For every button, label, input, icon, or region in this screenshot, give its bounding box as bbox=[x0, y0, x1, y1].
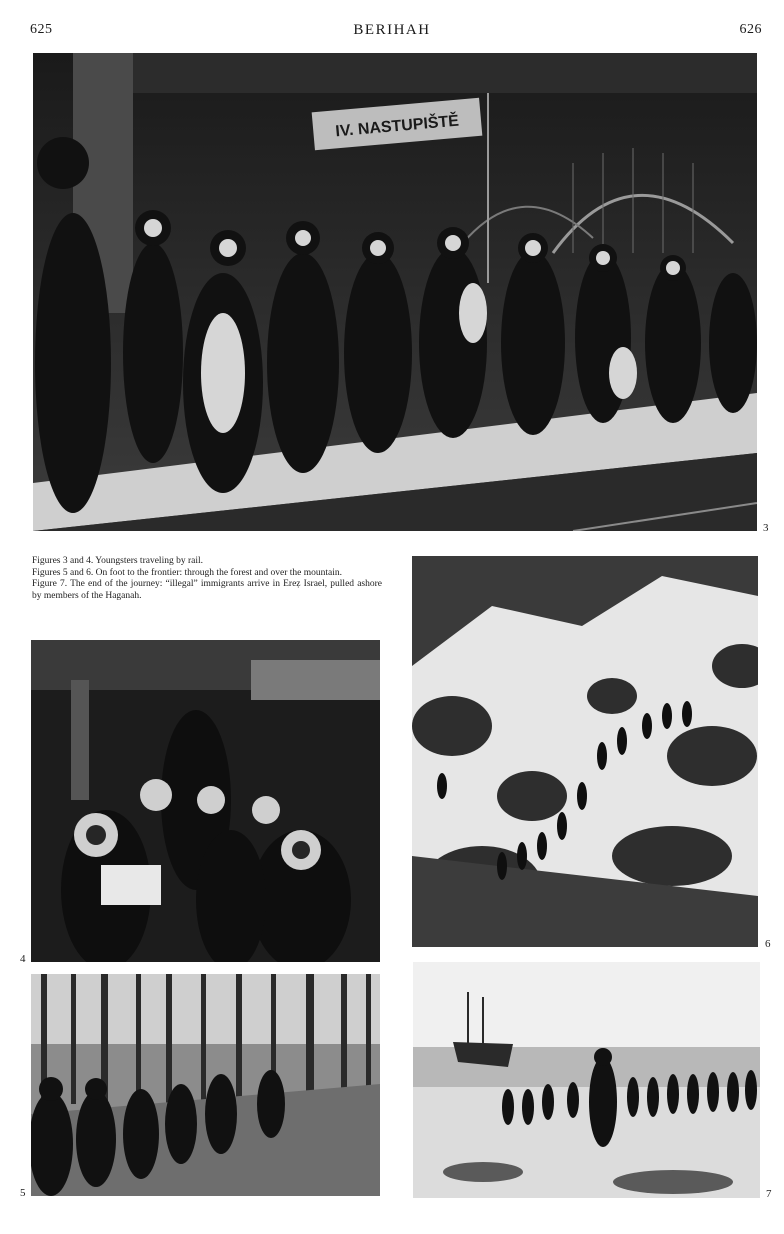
page-number-left: 625 bbox=[30, 22, 53, 37]
figure-7-image bbox=[413, 962, 760, 1198]
figure-5-number: 5 bbox=[20, 1187, 26, 1199]
figure-5-image bbox=[31, 974, 380, 1196]
figure-6-image bbox=[412, 556, 758, 947]
figure-4-image bbox=[31, 640, 380, 962]
figure-3-number: 3 bbox=[763, 522, 769, 534]
figure-3-photo bbox=[33, 53, 757, 531]
page-number-right: 626 bbox=[739, 22, 762, 37]
figure-3-image bbox=[33, 53, 757, 531]
caption-figures-5-6: Figures 5 and 6. On foot to the frontier: through the forest and over the mountain. bbox=[32, 567, 343, 578]
caption-block bbox=[32, 556, 382, 602]
figure-7-number: 7 bbox=[766, 1188, 772, 1200]
figure-6-photo bbox=[412, 556, 758, 947]
running-head-title: BERIHAH bbox=[353, 22, 431, 38]
figure-7-photo bbox=[413, 962, 760, 1198]
figure-5-photo bbox=[31, 974, 380, 1196]
caption-figures-3-4: Figures 3 and 4. Youngsters traveling by rail. bbox=[32, 556, 203, 566]
caption-figure-7: Figure 7. The end of the journey: “illegal” immigrants arrive in Ereẓ Israel, pulled ashore by members of the Haganah. bbox=[32, 579, 382, 601]
figure-4-number: 4 bbox=[20, 953, 26, 965]
figure-6-number: 6 bbox=[765, 938, 771, 950]
figure-4-photo bbox=[31, 640, 380, 962]
platform-sign-text: IV. NASTUPIŠTĚ bbox=[334, 112, 460, 141]
